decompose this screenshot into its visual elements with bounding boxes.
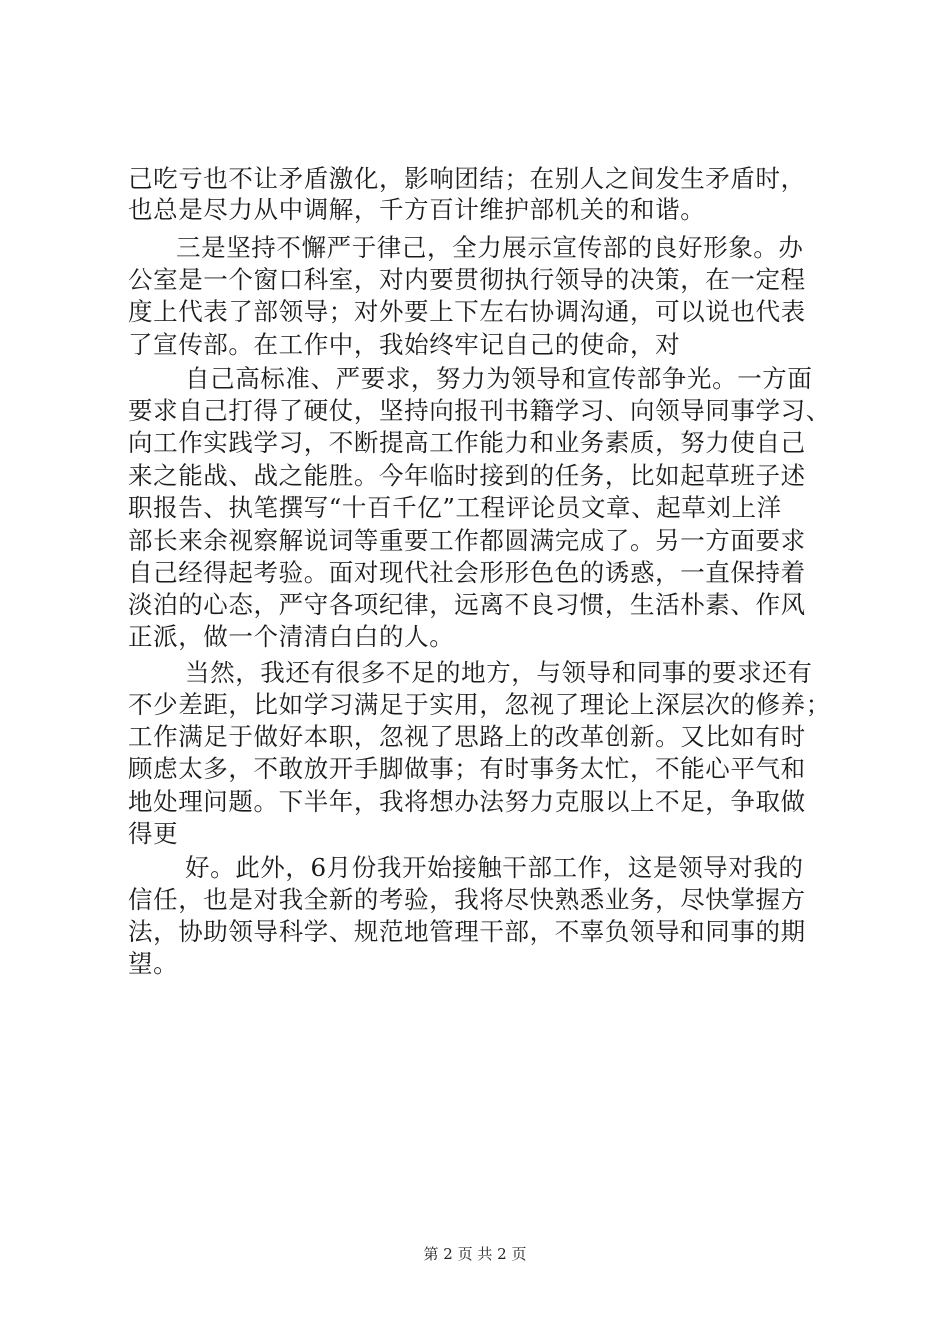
- paragraph-start-line: 当然，我还有很多不足的地方，与领导和同事的要求还有: [185, 658, 813, 687]
- text-line: 了宣传部。在工作中，我始终牢记自己的使命，对: [128, 330, 681, 359]
- text-line: 也总是尽力从中调解，千方百计维护部机关的和谐。: [128, 195, 706, 224]
- text-line: 部长来余视察解说词等重要工作都圆满完成了。另一方面要求: [128, 526, 806, 555]
- page-number-footer: 第 2 页 共 2 页: [423, 1245, 527, 1263]
- text-line: 职报告、执笔撰写“十百千亿”工程评论员文章、起草刘上洋: [128, 493, 782, 522]
- text-line: 自己经得起考验。面对现代社会形形色色的诱惑，一直保持着: [128, 558, 806, 587]
- text-line: 顾虑太多，不敢放开手脚做事；有时事务太忙，不能心平气和: [128, 754, 806, 783]
- text-line: 向工作实践学习，不断提高工作能力和业务素质，努力使自己: [128, 428, 806, 457]
- text-line: 信任，也是对我全新的考验，我将尽快熟悉业务，尽快掌握方: [128, 885, 806, 914]
- text-line: 要求自己打得了硬仗，坚持向报刊书籍学习、向领导同事学习、: [128, 396, 831, 425]
- text-line: 法，协助领导科学、规范地管理干部，不辜负领导和同事的期: [128, 917, 806, 946]
- paragraph-start-line: 好。此外，6月份我开始接触干部工作，这是领导对我的: [185, 853, 804, 882]
- text-line: 度上代表了部领导；对外要上下左右协调沟通，可以说也代表: [128, 297, 806, 326]
- text-line: 得更: [128, 819, 179, 848]
- text-line: 正派，做一个清清白白的人。: [128, 622, 455, 651]
- text-line: 地处理问题。下半年，我将想办法努力克服以上不足，争取做: [128, 787, 806, 816]
- text-line: 己吃亏也不让矛盾激化，影响团结；在别人之间发生矛盾时，: [128, 164, 806, 193]
- text-line: 望。: [128, 949, 179, 978]
- paragraph-start-line: 三是坚持不懈严于律己，全力展示宣传部的良好形象。办: [176, 233, 804, 262]
- text-line: 淡泊的心态，严守各项纪律，远离不良习惯，生活朴素、作风: [128, 590, 806, 619]
- paragraph-start-line: 自己高标准、严要求，努力为领导和宣传部争光。一方面: [185, 364, 813, 393]
- text-line: 来之能战、战之能胜。今年临时接到的任务，比如起草班子述: [128, 461, 806, 490]
- text-line: 工作满足于做好本职，忽视了思路上的改革创新。又比如有时: [128, 722, 806, 751]
- text-line: 公室是一个窗口科室，对内要贯彻执行领导的决策，在一定程: [128, 265, 806, 294]
- text-line: 不少差距，比如学习满足于实用，忽视了理论上深层次的修养；: [128, 690, 831, 719]
